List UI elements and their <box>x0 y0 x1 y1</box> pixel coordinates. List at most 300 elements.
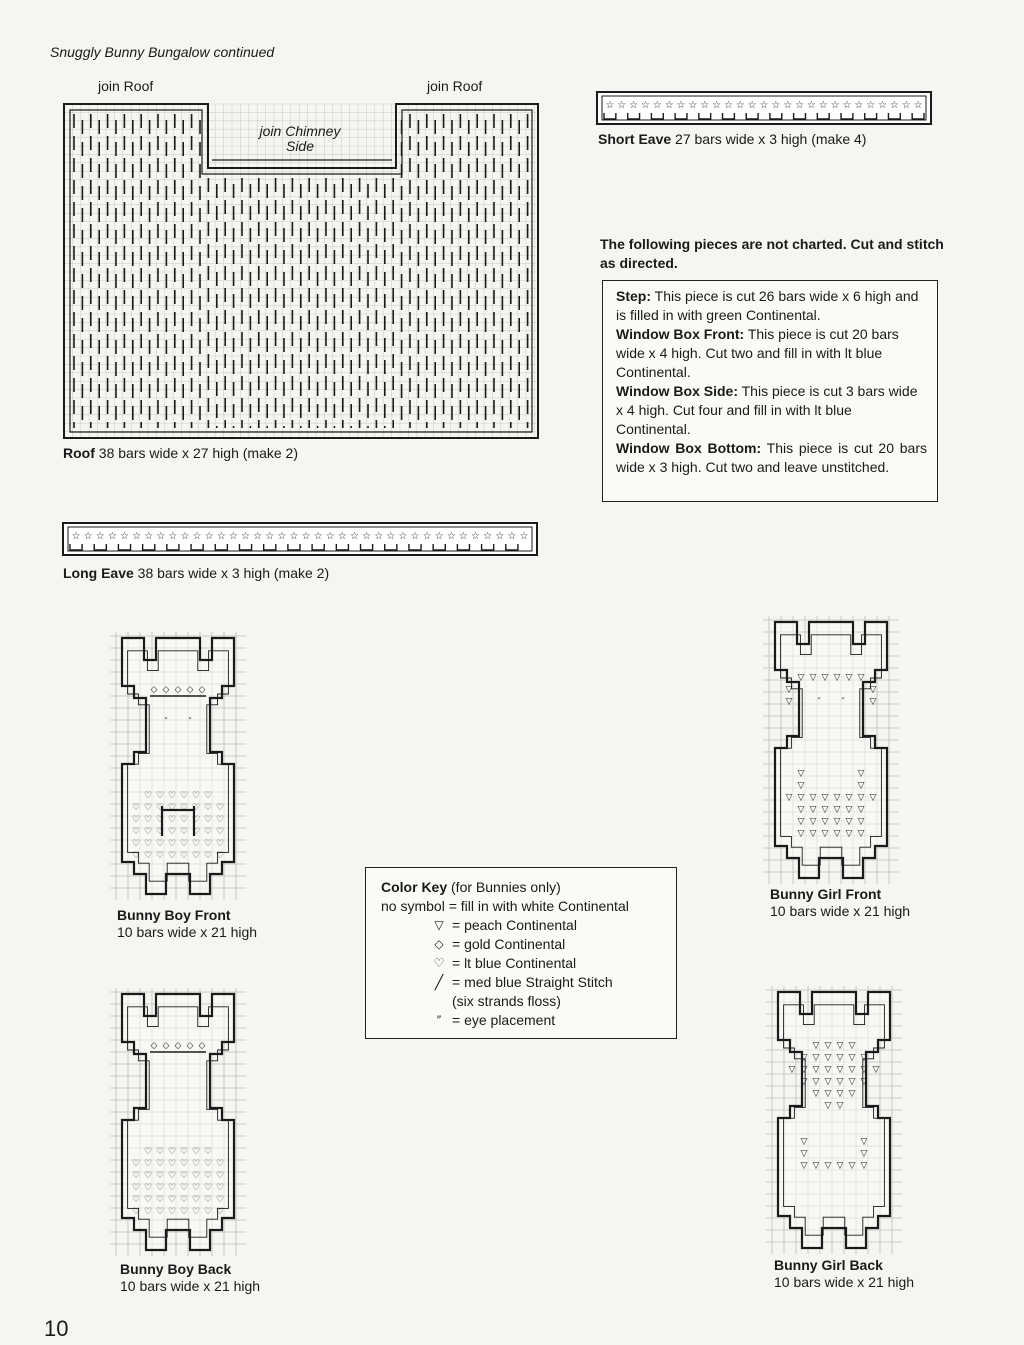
heart-icon: ♡ <box>191 791 201 801</box>
triangle-down-icon: ▽ <box>869 793 877 803</box>
triangle-down-icon: ▽ <box>821 805 829 815</box>
heart-icon: ♡ <box>131 839 141 849</box>
diamond-icon: ◇ <box>162 1041 170 1051</box>
eave-star-icon: ☆ <box>374 531 384 542</box>
triangle-down-icon: ▽ <box>821 793 829 803</box>
eave-star-icon: ☆ <box>866 100 876 111</box>
diamond-icon: ◇ <box>174 685 182 695</box>
heart-icon: ♡ <box>155 839 165 849</box>
bunny-boy-front-caption <box>117 907 257 941</box>
triangle-down-icon: ▽ <box>836 1077 844 1087</box>
diamond-icon: ◇ <box>434 937 444 951</box>
roof-join-left-label: join Roof <box>98 78 154 94</box>
heart-icon: ♡ <box>155 1171 165 1181</box>
heart-icon: ♡ <box>155 1195 165 1205</box>
heart-icon: ♡ <box>131 1183 141 1193</box>
eave-star-icon: ☆ <box>830 100 840 111</box>
triangle-down-icon: ▽ <box>824 1065 832 1075</box>
color-key-label: = lt blue Continental <box>452 955 577 971</box>
eave-star-icon: ☆ <box>507 531 517 542</box>
short-eave-chart <box>596 91 936 127</box>
heart-icon: ♡ <box>179 791 189 801</box>
bunny-boy-front-size: 10 bars wide x 21 high <box>117 924 258 940</box>
triangle-down-icon: ▽ <box>833 817 841 827</box>
triangle-down-icon: ▽ <box>848 1065 856 1075</box>
page-number: 10 <box>44 1316 69 1341</box>
triangle-down-icon: ▽ <box>821 817 829 827</box>
triangle-down-icon: ▽ <box>797 781 805 791</box>
instruction-window-box-front <box>616 325 927 382</box>
bunny-boy-back-size: 10 bars wide x 21 high <box>120 1278 261 1294</box>
triangle-down-icon: ▽ <box>785 697 793 707</box>
heart-icon: ♡ <box>143 803 153 813</box>
eave-star-icon: ☆ <box>700 100 710 111</box>
eave-star-icon: ☆ <box>434 531 444 542</box>
eave-star-icon: ☆ <box>168 531 178 542</box>
heart-icon: ♡ <box>191 851 201 861</box>
triangle-down-icon: ▽ <box>836 1053 844 1063</box>
eave-star-icon: ☆ <box>878 100 888 111</box>
heart-icon: ♡ <box>215 839 225 849</box>
triangle-down-icon: ▽ <box>836 1089 844 1099</box>
triangle-down-icon: ▽ <box>857 781 865 791</box>
triangle-down-icon: ▽ <box>848 1041 856 1051</box>
short-eave-caption-size: 27 bars wide x 3 high (make 4) <box>671 131 867 147</box>
triangle-down-icon: ▽ <box>812 1065 820 1075</box>
triangle-down-icon: ▽ <box>824 1053 832 1063</box>
heart-icon: ♡ <box>203 827 213 837</box>
eave-star-icon: ☆ <box>458 531 468 542</box>
triangle-down-icon: ▽ <box>833 805 841 815</box>
heart-icon: ♡ <box>155 1183 165 1193</box>
triangle-down-icon: ▽ <box>809 793 817 803</box>
heart-icon: ♡ <box>215 1207 225 1217</box>
heart-icon: ♡ <box>155 1207 165 1217</box>
eave-star-icon: ☆ <box>265 531 275 542</box>
heart-icon: ♡ <box>143 1159 153 1169</box>
heart-icon: ♡ <box>203 1195 213 1205</box>
instruction-term: Window Box Front: <box>616 326 745 342</box>
triangle-down-icon: ▽ <box>857 817 865 827</box>
heart-icon: ♡ <box>179 803 189 813</box>
eave-star-icon: ☆ <box>277 531 287 542</box>
heart-icon: ♡ <box>143 1147 153 1157</box>
triangle-down-icon: ▽ <box>857 673 865 683</box>
heart-icon: ♡ <box>131 827 141 837</box>
heart-icon: ♡ <box>155 791 165 801</box>
heart-icon: ♡ <box>143 827 153 837</box>
triangle-down-icon: ▽ <box>860 1161 868 1171</box>
heart-icon: ♡ <box>203 1171 213 1181</box>
eave-star-icon: ☆ <box>132 531 142 542</box>
triangle-down-icon: ▽ <box>860 1077 868 1087</box>
triangle-down-icon: ▽ <box>824 1101 832 1111</box>
triangle-down-icon: ▽ <box>797 817 805 827</box>
heart-icon: ♡ <box>215 803 225 813</box>
bunny-boy-back-title: Bunny Boy Back <box>120 1261 232 1277</box>
triangle-down-icon: ▽ <box>785 685 793 695</box>
color-key-item <box>381 992 666 1011</box>
eave-star-icon: ☆ <box>216 531 226 542</box>
eave-star-icon: ☆ <box>771 100 781 111</box>
color-key-item <box>381 916 666 935</box>
triangle-down-icon: ▽ <box>434 918 444 932</box>
heart-icon: ♡ <box>215 827 225 837</box>
short-eave-caption-title: Short Eave <box>598 131 672 147</box>
long-eave-caption-title: Long Eave <box>63 565 134 581</box>
color-key-title <box>381 878 666 897</box>
instruction-text: This piece is cut 20 bars wide x 4 high. Cut two and fill in with lt blue Continental. <box>616 326 899 380</box>
eave-star-icon: ☆ <box>241 531 251 542</box>
eave-star-icon: ☆ <box>629 100 639 111</box>
triangle-down-icon: ▽ <box>848 1089 856 1099</box>
heart-icon: ♡ <box>191 1159 201 1169</box>
roof-join-right-label: join Roof <box>427 78 483 94</box>
eave-star-icon: ☆ <box>349 531 359 542</box>
heart-icon: ♡ <box>191 803 201 813</box>
diamond-icon: ◇ <box>150 685 158 695</box>
eave-star-icon: ☆ <box>735 100 745 111</box>
eave-star-icon: ☆ <box>783 100 793 111</box>
eave-star-icon: ☆ <box>253 531 263 542</box>
roof-join-chimney-label: join Chimney Side <box>259 123 341 154</box>
triangle-down-icon: ▽ <box>860 1137 868 1147</box>
heart-icon: ♡ <box>167 1159 177 1169</box>
heart-icon: ♡ <box>191 1147 201 1157</box>
heart-icon: ♡ <box>179 827 189 837</box>
heart-icon: ♡ <box>143 839 153 849</box>
heart-icon: ♡ <box>167 851 177 861</box>
eave-star-icon: ☆ <box>204 531 214 542</box>
bunny-girl-front-chart <box>763 616 899 884</box>
color-key-no-symbol: no symbol = fill in with white Continental <box>381 898 629 914</box>
heart-icon: ♡ <box>191 1171 201 1181</box>
bunny-girl-front-caption <box>770 886 910 920</box>
heart-icon: ♡ <box>131 803 141 813</box>
color-key-label: (six strands floss) <box>452 993 561 1009</box>
eave-star-icon: ☆ <box>228 531 238 542</box>
heart-icon: ♡ <box>131 1159 141 1169</box>
triangle-down-icon: ▽ <box>797 805 805 815</box>
short-eave-caption <box>598 131 866 148</box>
eave-star-icon: ☆ <box>676 100 686 111</box>
heart-icon: ♡ <box>167 839 177 849</box>
heart-icon: ♡ <box>143 791 153 801</box>
eave-star-icon: ☆ <box>913 100 923 111</box>
triangle-down-icon: ▽ <box>872 1065 880 1075</box>
triangle-down-icon: ▽ <box>857 769 865 779</box>
diamond-icon: ◇ <box>150 1041 158 1051</box>
roof-caption-size: 38 bars wide x 27 high (make 2) <box>94 445 298 461</box>
color-key-label: = gold Continental <box>452 936 566 952</box>
heart-icon: ♡ <box>191 1195 201 1205</box>
eave-star-icon: ☆ <box>759 100 769 111</box>
triangle-down-icon: ▽ <box>848 1077 856 1087</box>
color-key-item <box>381 973 666 992</box>
instruction-text: This piece is cut 3 bars wide x 4 high. Cut four and fill in with lt blue Continental. <box>616 383 918 437</box>
heart-icon: ♡ <box>143 815 153 825</box>
bunny-girl-front-title: Bunny Girl Front <box>770 886 882 902</box>
heart-icon: ♡ <box>167 1195 177 1205</box>
heart-icon: ♡ <box>179 815 189 825</box>
heart-icon: ♡ <box>131 815 141 825</box>
triangle-down-icon: ▽ <box>812 1089 820 1099</box>
heart-icon: ♡ <box>179 1207 189 1217</box>
triangle-down-icon: ▽ <box>797 769 805 779</box>
eave-star-icon: ☆ <box>806 100 816 111</box>
eye-mark-icon: ″ <box>817 697 821 707</box>
triangle-down-icon: ▽ <box>797 673 805 683</box>
heart-icon: ♡ <box>143 1171 153 1181</box>
triangle-down-icon: ▽ <box>836 1065 844 1075</box>
eave-star-icon: ☆ <box>652 100 662 111</box>
heart-icon: ♡ <box>179 1147 189 1157</box>
heart-icon: ♡ <box>191 839 201 849</box>
instruction-text: This piece is cut 26 bars wide x 6 high and is filled in with green Continental. <box>616 288 919 323</box>
slash-icon: ╱ <box>434 974 444 990</box>
heart-icon: ♡ <box>143 1207 153 1217</box>
bunny-boy-front-chart <box>110 632 246 900</box>
heart-icon: ♡ <box>203 791 213 801</box>
eave-star-icon: ☆ <box>723 100 733 111</box>
triangle-down-icon: ▽ <box>800 1053 808 1063</box>
eye-mark-icon: ″ <box>841 697 845 707</box>
instruction-term: Window Box Side: <box>616 383 738 399</box>
triangle-down-icon: ▽ <box>860 1065 868 1075</box>
eave-star-icon: ☆ <box>617 100 627 111</box>
triangle-down-icon: ▽ <box>869 685 877 695</box>
eave-star-icon: ☆ <box>119 531 129 542</box>
eave-star-icon: ☆ <box>289 531 299 542</box>
eave-star-icon: ☆ <box>71 531 81 542</box>
uncharted-notice: The following pieces are not charted. Cut and stitch as directed. <box>600 236 944 271</box>
triangle-down-icon: ▽ <box>788 1065 796 1075</box>
eye-mark-icon: ″ <box>436 1013 442 1027</box>
eave-star-icon: ☆ <box>410 531 420 542</box>
eave-star-icon: ☆ <box>95 531 105 542</box>
heart-icon: ♡ <box>203 815 213 825</box>
instruction-window-box-bottom <box>616 439 927 477</box>
heart-icon: ♡ <box>155 803 165 813</box>
triangle-down-icon: ▽ <box>836 1161 844 1171</box>
bunny-girl-back-caption <box>774 1257 914 1291</box>
instruction-term: Window Box Bottom: <box>616 440 762 456</box>
heart-icon: ♡ <box>155 827 165 837</box>
heart-icon: ♡ <box>167 791 177 801</box>
eave-star-icon: ☆ <box>795 100 805 111</box>
bunny-boy-front-title: Bunny Boy Front <box>117 907 231 923</box>
triangle-down-icon: ▽ <box>860 1053 868 1063</box>
diamond-icon: ◇ <box>186 685 194 695</box>
color-key-label: = eye placement <box>452 1012 556 1028</box>
heart-icon: ♡ <box>203 1207 213 1217</box>
triangle-down-icon: ▽ <box>800 1161 808 1171</box>
heart-icon: ♡ <box>155 815 165 825</box>
triangle-down-icon: ▽ <box>833 673 841 683</box>
triangle-down-icon: ▽ <box>833 793 841 803</box>
heart-icon: ♡ <box>155 1147 165 1157</box>
heart-icon: ♡ <box>215 1195 225 1205</box>
triangle-down-icon: ▽ <box>845 817 853 827</box>
triangle-down-icon: ▽ <box>800 1077 808 1087</box>
eave-star-icon: ☆ <box>712 100 722 111</box>
color-key-title-bold: Color Key <box>381 879 448 895</box>
triangle-down-icon: ▽ <box>824 1077 832 1087</box>
triangle-down-icon: ▽ <box>824 1161 832 1171</box>
triangle-down-icon: ▽ <box>845 793 853 803</box>
heart-icon: ♡ <box>167 815 177 825</box>
bunny-girl-front-size: 10 bars wide x 21 high <box>770 903 911 919</box>
heart-icon: ♡ <box>167 1147 177 1157</box>
triangle-down-icon: ▽ <box>812 1041 820 1051</box>
eave-star-icon: ☆ <box>337 531 347 542</box>
heart-icon: ♡ <box>167 827 177 837</box>
eave-star-icon: ☆ <box>156 531 166 542</box>
triangle-down-icon: ▽ <box>800 1149 808 1159</box>
heart-icon: ♡ <box>215 1159 225 1169</box>
heart-icon: ♡ <box>203 803 213 813</box>
eave-star-icon: ☆ <box>398 531 408 542</box>
triangle-down-icon: ▽ <box>821 829 829 839</box>
heart-icon: ♡ <box>203 851 213 861</box>
bunny-boy-back-caption <box>120 1261 260 1295</box>
triangle-down-icon: ▽ <box>857 829 865 839</box>
bunny-boy-back-chart <box>110 988 246 1256</box>
heart-icon: ♡ <box>179 839 189 849</box>
eave-star-icon: ☆ <box>747 100 757 111</box>
eave-star-icon: ☆ <box>422 531 432 542</box>
triangle-down-icon: ▽ <box>869 697 877 707</box>
heart-icon: ♡ <box>215 851 225 861</box>
eave-star-icon: ☆ <box>605 100 615 111</box>
heart-icon: ♡ <box>215 815 225 825</box>
heart-icon: ♡ <box>131 1171 141 1181</box>
eave-star-icon: ☆ <box>144 531 154 542</box>
diamond-icon: ◇ <box>186 1041 194 1051</box>
heart-icon: ♡ <box>215 1171 225 1181</box>
heart-icon: ♡ <box>179 1195 189 1205</box>
heart-icon: ♡ <box>131 851 141 861</box>
triangle-down-icon: ▽ <box>812 1053 820 1063</box>
triangle-down-icon: ▽ <box>821 673 829 683</box>
triangle-down-icon: ▽ <box>824 1089 832 1099</box>
eave-star-icon: ☆ <box>301 531 311 542</box>
eave-star-icon: ☆ <box>325 531 335 542</box>
eave-star-icon: ☆ <box>386 531 396 542</box>
triangle-down-icon: ▽ <box>845 673 853 683</box>
triangle-down-icon: ▽ <box>833 829 841 839</box>
eave-star-icon: ☆ <box>519 531 529 542</box>
eye-mark-icon: ″ <box>164 717 168 727</box>
eye-mark-icon: ″ <box>188 717 192 727</box>
instruction-text: This piece is cut 20 bars wide x 3 high. Cut two and leave unstitched. <box>616 440 927 475</box>
triangle-down-icon: ▽ <box>857 793 865 803</box>
heart-icon: ♡ <box>179 1183 189 1193</box>
triangle-down-icon: ▽ <box>809 829 817 839</box>
heart-icon: ♡ <box>143 851 153 861</box>
triangle-down-icon: ▽ <box>800 1137 808 1147</box>
long-eave-caption <box>63 565 329 582</box>
heart-icon: ♡ <box>179 851 189 861</box>
heart-icon: ♡ <box>179 1171 189 1181</box>
bunny-girl-back-title: Bunny Girl Back <box>774 1257 883 1273</box>
instruction-window-box-side <box>616 382 927 439</box>
heart-icon: ♡ <box>131 1207 141 1217</box>
triangle-down-icon: ▽ <box>836 1101 844 1111</box>
heart-icon: ♡ <box>203 1159 213 1169</box>
eave-star-icon: ☆ <box>446 531 456 542</box>
eave-star-icon: ☆ <box>495 531 505 542</box>
eave-star-icon: ☆ <box>818 100 828 111</box>
eave-star-icon: ☆ <box>192 531 202 542</box>
triangle-down-icon: ▽ <box>812 1077 820 1087</box>
eave-star-icon: ☆ <box>107 531 117 542</box>
triangle-down-icon: ▽ <box>797 793 805 803</box>
triangle-down-icon: ▽ <box>848 1161 856 1171</box>
eave-star-icon: ☆ <box>180 531 190 542</box>
eave-star-icon: ☆ <box>483 531 493 542</box>
bunny-girl-back-size: 10 bars wide x 21 high <box>774 1274 915 1290</box>
heart-icon: ♡ <box>433 956 445 970</box>
heart-icon: ♡ <box>203 1183 213 1193</box>
roof-caption <box>63 445 298 462</box>
triangle-down-icon: ▽ <box>845 829 853 839</box>
color-key-title-rest: (for Bunnies only) <box>447 879 561 895</box>
triangle-down-icon: ▽ <box>809 673 817 683</box>
eave-star-icon: ☆ <box>854 100 864 111</box>
heart-icon: ♡ <box>155 1159 165 1169</box>
instruction-term: Step: <box>616 288 651 304</box>
page-header: Snuggly Bunny Bungalow continued <box>50 44 275 60</box>
triangle-down-icon: ▽ <box>785 793 793 803</box>
color-key-label: = med blue Straight Stitch <box>452 974 613 990</box>
heart-icon: ♡ <box>131 1195 141 1205</box>
triangle-down-icon: ▽ <box>812 1161 820 1171</box>
heart-icon: ♡ <box>191 827 201 837</box>
color-key-label: = peach Continental <box>452 917 577 933</box>
eave-star-icon: ☆ <box>471 531 481 542</box>
heart-icon: ♡ <box>215 1183 225 1193</box>
triangle-down-icon: ▽ <box>797 829 805 839</box>
triangle-down-icon: ▽ <box>800 1065 808 1075</box>
triangle-down-icon: ▽ <box>857 805 865 815</box>
heart-icon: ♡ <box>155 851 165 861</box>
eave-star-icon: ☆ <box>901 100 911 111</box>
heart-icon: ♡ <box>203 839 213 849</box>
heart-icon: ♡ <box>167 1171 177 1181</box>
color-key-item <box>381 935 666 954</box>
heart-icon: ♡ <box>191 815 201 825</box>
eave-star-icon: ☆ <box>688 100 698 111</box>
eave-star-icon: ☆ <box>842 100 852 111</box>
heart-icon: ♡ <box>143 1195 153 1205</box>
heart-icon: ♡ <box>167 803 177 813</box>
eave-star-icon: ☆ <box>362 531 372 542</box>
eave-star-icon: ☆ <box>313 531 323 542</box>
heart-icon: ♡ <box>191 1207 201 1217</box>
triangle-down-icon: ▽ <box>848 1053 856 1063</box>
color-key-item <box>381 954 666 973</box>
triangle-down-icon: ▽ <box>809 817 817 827</box>
triangle-down-icon: ▽ <box>824 1041 832 1051</box>
diamond-icon: ◇ <box>198 685 206 695</box>
color-key-box <box>365 867 677 1039</box>
long-eave-chart <box>62 522 538 558</box>
triangle-down-icon: ▽ <box>860 1149 868 1159</box>
heart-icon: ♡ <box>143 1183 153 1193</box>
eave-star-icon: ☆ <box>664 100 674 111</box>
heart-icon: ♡ <box>167 1183 177 1193</box>
